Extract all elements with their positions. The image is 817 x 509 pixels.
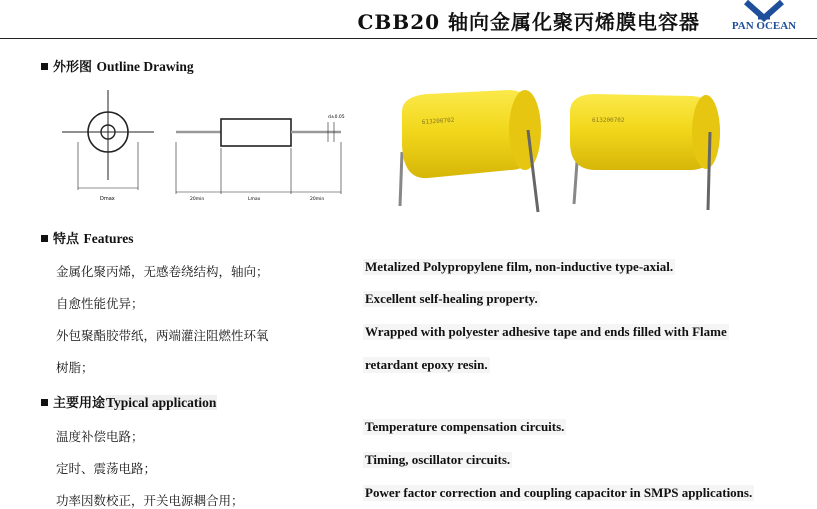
square-bullet-icon — [41, 235, 48, 242]
page-title: CBB20 轴向金属化聚丙烯膜电容器 — [357, 10, 700, 34]
capacitor-marking-2: 613200702 — [592, 117, 625, 124]
feature-cn-2: 自愈性能优异； — [56, 296, 144, 311]
application-en-1: Temperature compensation circuits. — [365, 419, 565, 434]
capacitor-photo-1 — [388, 82, 548, 214]
header-divider — [0, 38, 817, 39]
logo-text: PAN OCEAN — [731, 20, 797, 32]
section-application-heading: 主要用途Typical application — [41, 392, 217, 411]
lead-left-label: 20min — [190, 197, 205, 202]
application-en-3: Power factor correction and coupling capacitor in SMPS applications. — [365, 485, 753, 500]
lmax-label: Lmax — [248, 197, 261, 202]
square-bullet-icon — [41, 399, 48, 406]
capacitor-photo-2 — [560, 82, 730, 214]
side-view-diagram — [176, 119, 341, 194]
feature-en-3: Wrapped with polyester adhesive tape and ends filled with Flame — [365, 324, 727, 339]
application-en-2: Timing, oscillator circuits. — [365, 452, 511, 467]
square-bullet-icon — [41, 63, 48, 70]
lead-diameter-label: d±0.05 — [328, 115, 345, 120]
section-features-heading: 特点 Features — [41, 228, 134, 247]
application-cn-1: 温度补偿电路； — [56, 429, 144, 444]
section-outline-heading: 外形图 Outline Drawing — [41, 56, 194, 75]
application-cn-3: 功率因数校正，开关电源耦合用； — [56, 493, 244, 508]
feature-cn-3: 外包聚酯胶带纸，两端灌注阻燃性环氧 — [56, 328, 269, 343]
application-cn-2: 定时、震荡电路； — [56, 461, 157, 476]
feature-en-4: retardant epoxy resin. — [365, 357, 488, 372]
feature-cn-1: 金属化聚丙烯，无感卷绕结构，轴向； — [56, 264, 269, 279]
feature-en-1: Metalized Polypropylene film, non-inductive type-axial. — [365, 259, 674, 274]
end-view-diagram — [62, 90, 154, 190]
outline-drawing — [56, 82, 356, 212]
capacitor-marking-1: 613200702 — [421, 116, 455, 126]
lead-right-label: 20min — [310, 197, 325, 202]
feature-cn-4: 树脂； — [56, 360, 94, 375]
dmax-label: Dmax — [100, 196, 115, 202]
feature-en-2: Excellent self-healing property. — [365, 291, 538, 306]
